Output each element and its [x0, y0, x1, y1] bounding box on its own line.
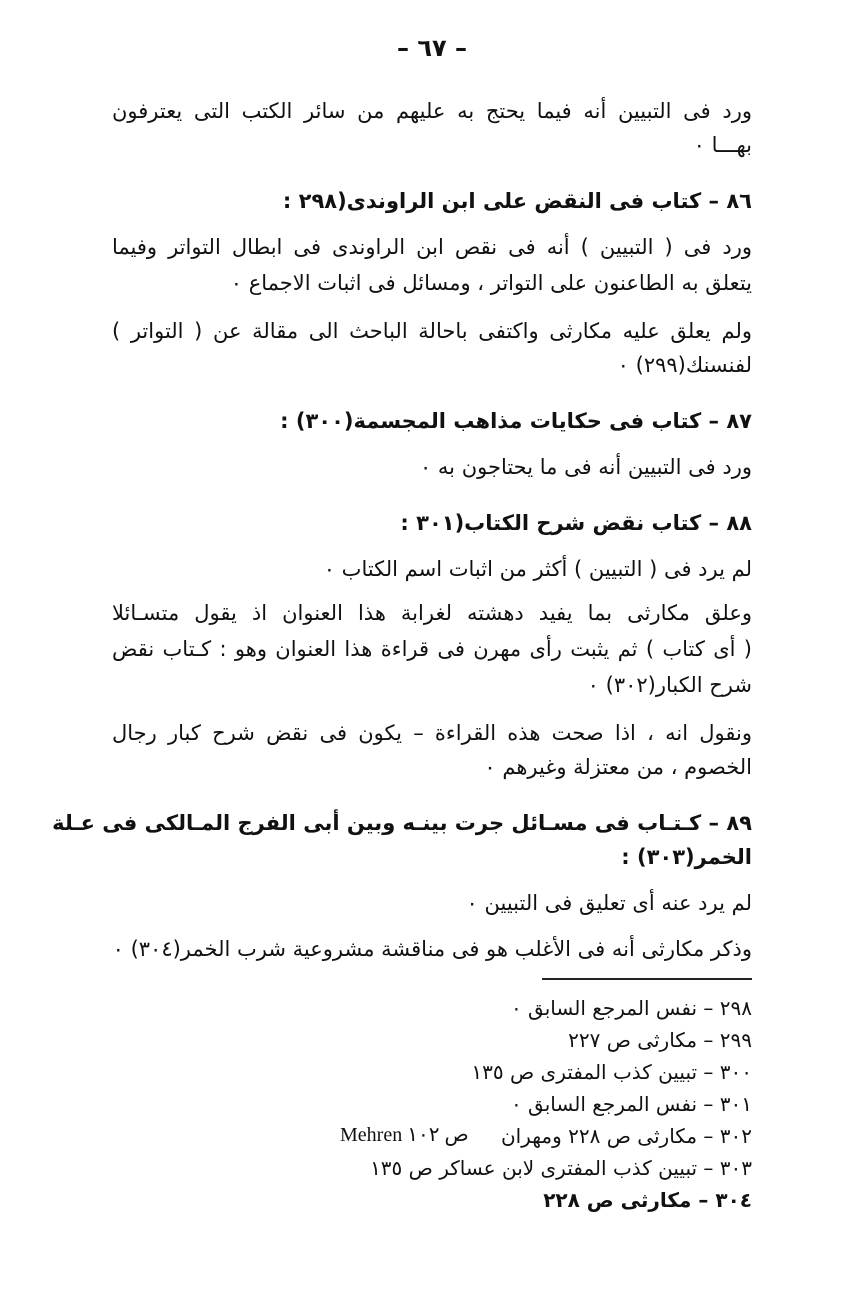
body-line: ونقول انه ، اذا صحت هذه القراءة – يكون فى نقض شرح كبار رجال [112, 721, 752, 745]
entry-heading-89: ٨٩ – كـتـاب فى مسـائل جرت بينـه وبين أبى الفرج المـالكى فى عـلة [52, 811, 752, 835]
footnote: ٣٠٤ – مكارثى ص ٢٢٨ [543, 1188, 752, 1212]
footnote: ٣٠٠ – تبيين كذب المفترى ص ١٣٥ [471, 1060, 752, 1084]
body-line: وذكر مكارثى أنه فى الأغلب هو فى مناقشة مشروعية شرب الخمر(٣٠٤) ٠ [112, 937, 752, 961]
body-line: ورد فى ( التبيين ) أنه فى نقص ابن الراوندى فى ابطال التواتر وفيما [112, 235, 752, 259]
body-line: ولم يعلق عليه مكارثى واكتفى باحالة الباحث الى مقالة عن ( التواتر ) [112, 319, 752, 343]
footnote: ٣٠٢ – مكارثى ص ٢٢٨ ومهران [500, 1124, 752, 1148]
body-line: ورد فى التبيين أنه فى ما يحتاجون به ٠ [419, 455, 752, 479]
page-number: – ٦٧ – [396, 34, 467, 62]
body-line: شرح الكبار(٣٠٢) ٠ [587, 673, 752, 697]
entry-heading-87: ٨٧ – كتاب فى حكايات مذاهب المجسمة(٣٠٠) : [280, 409, 752, 433]
body-line: يتعلق به الطاعنون على التواتر ، ومسائل فى اثبات الاجماع ٠ [230, 271, 752, 295]
entry-heading-88: ٨٨ – كتاب نقض شرح الكتاب(٣٠١ : [400, 511, 752, 535]
entry-heading-86: ٨٦ – كتاب فى النقض على ابن الراوندى(٢٩٨ : [282, 189, 752, 213]
entry-heading-89-cont: الخمر(٣٠٣) : [621, 845, 752, 869]
footnote-separator [542, 978, 752, 980]
body-line: لم يرد فى ( التبيين ) أكثر من اثبات اسم الكتاب ٠ [323, 557, 752, 581]
body-line: وعلق مكارثى بما يفيد دهشته لغرابة هذا العنوان اذ يقول متسـائلا [112, 601, 752, 625]
footnote: ٢٩٨ – نفس المرجع السابق ٠ [510, 996, 752, 1020]
body-line: الخصوم ، من معتزلة وغيرهم ٠ [484, 755, 752, 779]
footnote: ٢٩٩ – مكارثى ص ٢٢٧ [568, 1028, 752, 1052]
footnote-latin-reference: Mehren ص ١٠٢ [340, 1124, 469, 1146]
body-line: ( أى كتاب ) ثم يثبت رأى مهرن فى قراءة هذا العنوان وهو : كـتاب نقض [112, 637, 752, 661]
body-line: بهـــا ٠ [693, 133, 752, 157]
body-line: لم يرد عنه أى تعليق فى التبيين ٠ [466, 891, 752, 915]
footnote: ٣٠٣ – تبيين كذب المفترى لابن عساكر ص ١٣٥ [370, 1156, 752, 1180]
body-line: لفنسنك(٢٩٩) ٠ [617, 353, 752, 377]
body-line: ورد فى التبيين أنه فيما يحتج به عليهم من سائر الكتب التى يعترفون [112, 99, 752, 123]
footnote: ٣٠١ – نفس المرجع السابق ٠ [510, 1092, 752, 1116]
